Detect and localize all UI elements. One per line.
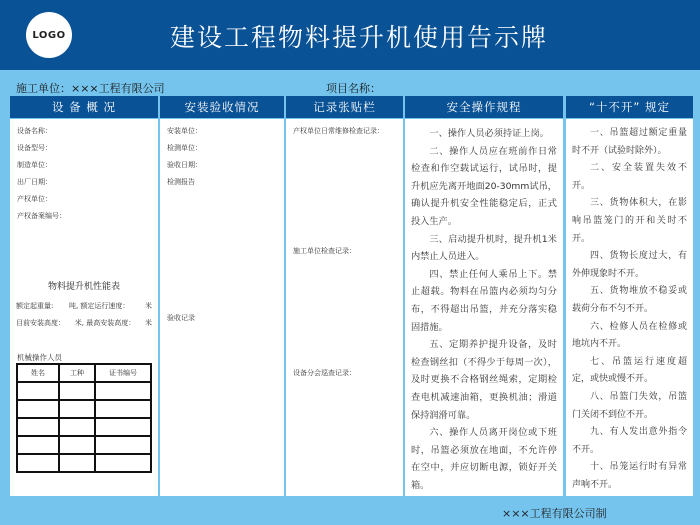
perf-label: 目前安装高度：: [16, 319, 65, 327]
safety-rules-body: [405, 119, 563, 496]
field-acceptance-record: 验收记录: [167, 314, 195, 322]
operators-label: 机械操作人员: [17, 353, 62, 362]
safety-rules-panel: [405, 96, 563, 496]
ten-rules-panel: [566, 96, 693, 496]
performance-row: [16, 318, 152, 328]
records-body: [286, 119, 403, 496]
column-header: 安全操作规程: [405, 96, 563, 118]
cell[interactable]: [59, 436, 95, 454]
table-row: [17, 436, 151, 454]
performance-row: [16, 301, 152, 311]
cell[interactable]: [95, 436, 151, 454]
table-row: [17, 454, 151, 472]
records-panel: [286, 96, 403, 496]
header-name: 姓名: [17, 364, 59, 382]
perf-unit: 米: [144, 319, 152, 327]
header-bar: [0, 0, 700, 70]
cell[interactable]: [95, 400, 151, 418]
field-acceptance-date: 验收日期：: [167, 161, 202, 169]
field-owner: 产权单位：: [17, 195, 52, 203]
cell[interactable]: [95, 418, 151, 436]
project-name: 项目名称：: [326, 82, 381, 95]
safety-rule: 二、操作人员应在班前作日常检查和作空载试运行，试吊时，提升机应先离开地面20-30mm试吊，确认提升机安全性能稳定后，正式投入生产。: [411, 145, 557, 227]
ten-rule: 二、安全装置失效不开。: [572, 163, 687, 191]
cell[interactable]: [17, 400, 59, 418]
branch-patrol-record: 设备分会巡查记录：: [293, 369, 356, 377]
installation-body: [160, 119, 284, 496]
construction-unit: 施工单位：×××工程有限公司: [16, 82, 165, 95]
cell[interactable]: [95, 382, 151, 400]
cell[interactable]: [59, 400, 95, 418]
perf-label: 米, 最高安装高度：: [74, 319, 136, 327]
cell[interactable]: [17, 436, 59, 454]
field-equipment-model: 设备型号：: [17, 144, 52, 152]
table-row: [17, 400, 151, 418]
ten-rule: 十、吊笼运行时有异常声响不开。: [572, 462, 687, 490]
construction-inspection-record: 施工单位检查记录：: [293, 247, 356, 255]
ten-rule: 七、吊篮运行速度超定，或快或慢不开。: [572, 356, 687, 385]
cell[interactable]: [59, 382, 95, 400]
logo: LOGO: [26, 12, 72, 58]
column-header: 安装验收情况: [160, 96, 284, 118]
perf-label: 吨, 额定运行速度：: [68, 302, 130, 310]
field-install-unit: 安装单位：: [167, 127, 202, 135]
column-header: 设 备 概 况: [10, 96, 158, 118]
cell[interactable]: [17, 454, 59, 472]
operators-table: [16, 363, 152, 473]
ten-rule: 三、货物体积大，在影响吊篮笼门的开和关时不开。: [572, 198, 687, 244]
field-inspection-report: 检测报告: [167, 178, 195, 186]
field-manufacturer: 制造单位：: [17, 161, 52, 169]
header-job-type: 工种: [59, 364, 95, 382]
safety-rule: 六、操作人员离开岗位或下班时，吊篮必须放在地面，不允许停在空中，并应切断电源，锁好开关箱。: [411, 427, 557, 491]
table-row: [17, 418, 151, 436]
field-registration-no: 产权备案编号：: [17, 212, 66, 220]
cell[interactable]: [59, 418, 95, 436]
ten-rule: 一、吊篮超过额定重量时不开（试验时除外）。: [572, 128, 687, 156]
safety-rule: 一、操作人员必须持证上岗。: [429, 128, 549, 139]
equipment-overview-panel: [10, 96, 158, 496]
safety-rule: 五、定期养护提升设备，及时检查钢丝扣（不得少于每周一次），及时更换不合格钢丝绳索，定期检查电机减速油箱，更换机油；滑道保持润滑可靠。: [411, 339, 557, 421]
cell[interactable]: [95, 454, 151, 472]
table-header-row: [17, 364, 151, 382]
field-equipment-name: 设备名称：: [17, 127, 52, 135]
safety-rule: 三、启动提升机时，提升机1米内禁止人员进入。: [411, 233, 557, 263]
field-inspection-unit: 检测单位：: [167, 144, 202, 152]
cell[interactable]: [17, 418, 59, 436]
safety-rule: 四、禁止任何人乘吊上下。禁止超载。物料在吊篮内必须均匀分布，不得超出吊篮，并充分落实稳固措施。: [411, 268, 557, 333]
ten-rules-body: [566, 119, 693, 496]
ten-rules-list: [572, 125, 687, 494]
column-header: 记录张贴栏: [286, 96, 403, 118]
table-row: [17, 382, 151, 400]
header-cert-no: 证书编号: [95, 364, 151, 382]
safety-rules-list: [411, 125, 557, 494]
cell[interactable]: [59, 454, 95, 472]
cell[interactable]: [17, 382, 59, 400]
ten-rule: 五、货物堆放不稳妥或载荷分布不匀不开。: [572, 286, 687, 314]
installation-panel: [160, 96, 284, 496]
field-manufacture-date: 出厂日期：: [17, 178, 52, 186]
owner-maintenance-record: 产权单位日常维修检查记录：: [293, 127, 384, 135]
ten-rule: 六、检修人员在检修或地坑内不开。: [572, 321, 687, 350]
page-title: 建设工程物料提升机使用告示牌: [170, 23, 549, 52]
perf-unit: 米: [145, 302, 152, 310]
footer-company: ×××工程有限公司制: [502, 507, 607, 520]
ten-rule: 四、货物长度过大，有外伸现象时不开。: [572, 251, 687, 279]
column-header: “十不开” 规定: [566, 96, 693, 118]
equipment-body: [10, 119, 158, 496]
ten-rule: 九、有人发出意外指令不开。: [572, 427, 687, 455]
performance-table-title: 物料提升机性能表: [47, 282, 120, 292]
ten-rule: 八、吊篮门失效，吊篮门关闭不到位不开。: [572, 391, 687, 420]
perf-label: 额定起重量:: [16, 302, 54, 310]
